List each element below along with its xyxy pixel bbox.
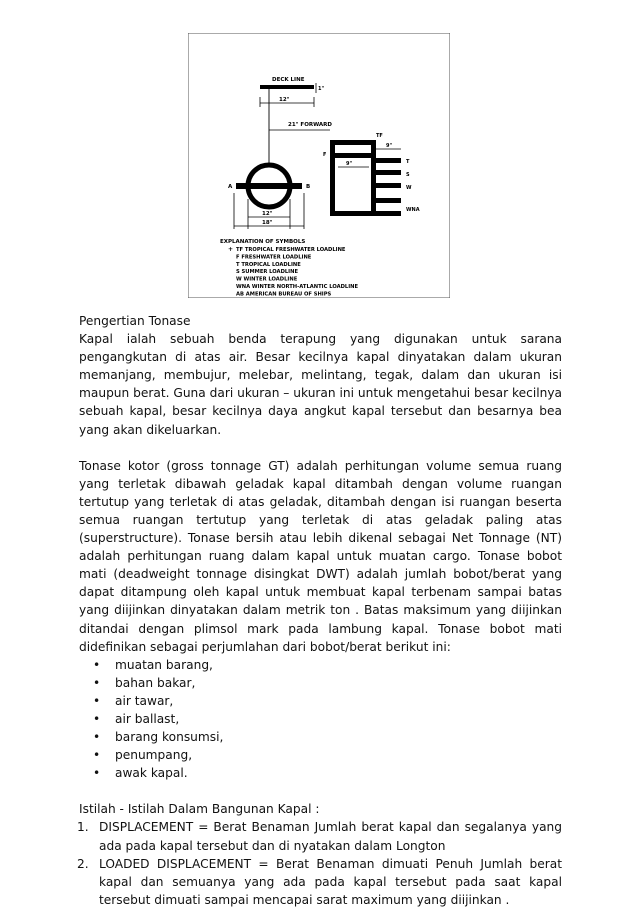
term-text: DISPLACEMENT = Berat Benaman Jumlah berat kapal dan segalanya yang ada pada kapal tersebut dan di nyatakan dalam Longton	[99, 820, 562, 853]
explanation-marker: +	[228, 246, 234, 253]
symbol-explanation-item: S SUMMER LOADLINE	[236, 269, 298, 276]
list-item: • muatan barang,	[79, 656, 562, 674]
b-label: B	[306, 184, 311, 190]
list-item: • bahan bakar,	[79, 674, 562, 692]
deck-line-bar	[260, 85, 314, 89]
section-heading-tonase: Pengertian Tonase	[79, 314, 191, 328]
symbol-explanation-item: F FRESHWATER LOADLINE	[236, 254, 312, 261]
top-12-label: 12"	[279, 97, 290, 103]
t-label: T	[406, 159, 410, 165]
deck-height-label: 1"	[318, 86, 325, 92]
term-text: LOADED DISPLACEMENT = Berat Benaman dimuati Penuh Jumlah berat kapal dan semuanya yang ada pada kapal tersebut pada saat kapal tersebut dimuati sampai mencapai sarat maximum yang diijinkan .	[99, 856, 562, 907]
plimsoll-diagram	[188, 33, 450, 298]
list-item: • penumpang,	[79, 746, 562, 764]
s-label: S	[406, 172, 410, 178]
tf-label: TF	[376, 133, 383, 139]
t-mark	[371, 158, 401, 163]
symbol-explanation-item: WNA WINTER NORTH-ATLANTIC LOADLINE	[236, 284, 359, 290]
list-item: • air ballast,	[79, 710, 562, 728]
loadline-vertical-post	[330, 140, 335, 216]
symbol-explanation-item: W WINTER LOADLINE	[236, 276, 298, 283]
deadweight-components-list	[79, 656, 562, 783]
terms-list	[79, 818, 562, 908]
bottom-12-label: 12"	[262, 211, 273, 217]
loadline-right-post	[371, 140, 376, 216]
wna-label: WNA	[406, 207, 420, 213]
nine-top-label: 9"	[386, 143, 393, 149]
list-item: • awak kapal.	[79, 764, 562, 782]
term-loaded-displacement	[79, 855, 562, 909]
term-number: 2.	[77, 856, 89, 871]
section-heading-istilah: Istilah - Istilah Dalam Bangunan Kapal :	[79, 802, 320, 817]
document-body	[79, 312, 562, 909]
symbol-explanation-item: TF TROPICAL FRESHWATER LOADLINE	[236, 247, 346, 253]
list-item: • air tawar,	[79, 692, 562, 710]
bottom-18-label: 18"	[262, 220, 273, 226]
symbol-explanation-item: T TROPICAL LOADLINE	[236, 261, 301, 268]
bottom-bar	[330, 211, 401, 216]
plimsoll-mark-figure	[188, 33, 450, 298]
w-mark	[371, 183, 401, 188]
tf-mark	[330, 140, 374, 145]
paragraph-kapal: Kapal ialah sebuah benda terapung yang digunakan untuk sarana pengangkutan di atas air. Besar kecilnya kapal dinyatakan dalam ukuran memanjang, membujur, melebar, melintang, tegak, dalam dan ukuran isi maupun berat. Guna dari ukuran – ukuran ini untuk mengetahui besar kecilnya sebuah kapal, besar kecilnya daya angkut kapal tersebut dan besarnya bea yang akan dikeluarkan.	[79, 332, 562, 437]
deck-line-label: DECK LINE	[272, 77, 305, 83]
forward-label: 21" FORWARD	[288, 122, 332, 128]
w-label: W	[406, 185, 412, 191]
nine-mid-label: 9"	[346, 161, 353, 167]
f-mark	[330, 153, 374, 158]
a-label: A	[228, 184, 233, 190]
symbol-explanation-item: AB AMERICAN BUREAU OF SHIPS	[236, 291, 332, 298]
term-displacement	[79, 818, 562, 854]
wna-mark	[371, 198, 401, 203]
s-mark	[371, 170, 401, 175]
explanation-title: EXPLANATION OF SYMBOLS	[220, 239, 306, 245]
f-label: F	[323, 152, 327, 158]
term-number: 1.	[77, 820, 89, 835]
ring-horizontal-bar	[236, 183, 302, 189]
paragraph-tonase: Tonase kotor (gross tonnage GT) adalah perhitungan volume semua ruang yang terletak dibawah geladak kapal ditambah dengan volume ruangan tertutup yang terletak di atas geladak, ditambah dengan isi ruangan beserta semua ruangan tertutup yang terletak di atas geladak paling atas (superstructure). Tonase bersih atau lebih dikenal sebagai Net Tonnage (NT) adalah perhitungan ruang dalam kapal untuk muatan cargo. Tonase bobot mati (deadweight tonnage disingkat DWT) adalah jumlah bobot/berat yang dapat ditampung oleh kapal untuk membuat kapal terbenam sampai batas yang diijinkan dinyatakan dalam metrik ton . Batas maksimum yang diijinkan ditandai dengan plimsol mark pada lambung kapal. Tonase bobot mati didefinikan sebagai perjumlahan dari bobot/berat berikut ini:	[79, 458, 562, 654]
list-item: • barang konsumsi,	[79, 728, 562, 746]
